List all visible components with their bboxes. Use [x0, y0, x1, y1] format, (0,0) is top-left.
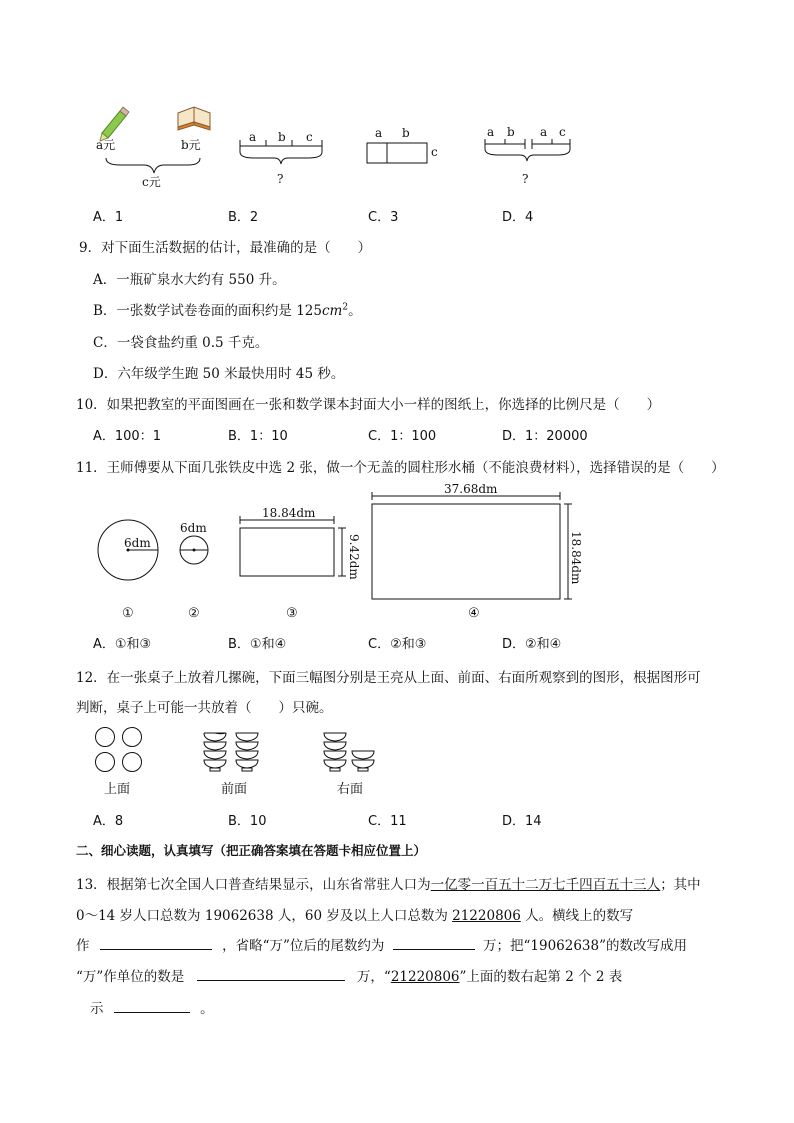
- q13-underlined-digits: 21220806: [452, 908, 521, 924]
- q9-option-b-sup: 2: [342, 302, 349, 313]
- seg2-question: ?: [277, 172, 284, 186]
- top-view-label: 上面: [104, 782, 131, 797]
- bowl-views: [90, 722, 420, 782]
- book-icon: [178, 107, 210, 130]
- q11-figures: [90, 480, 590, 610]
- q8-option-b[interactable]: B．2: [228, 210, 259, 225]
- q9-option-a[interactable]: A．一瓶矿泉水大约有 550 升。: [93, 272, 286, 288]
- answer-blank-2[interactable]: [393, 935, 475, 950]
- rectangle-diagram: [364, 140, 434, 166]
- q13-l2-end: 人。横线上的数写: [520, 908, 634, 924]
- small-circle-label: 6dm: [180, 521, 207, 535]
- fig-number-3: ③: [286, 606, 298, 621]
- q10-option-d[interactable]: D．1：20000: [502, 429, 588, 444]
- q13-l4-underlined: 21220806: [390, 969, 460, 985]
- rect4-height-label: 18.84dm: [569, 531, 583, 585]
- q13-l4-a: “万”作单位的数是: [76, 969, 185, 985]
- front-view-label: 前面: [221, 782, 248, 797]
- q9-option-b-text: B．一张数学试卷卷面的面积约是 125: [93, 303, 322, 319]
- rect-label-b: b: [402, 126, 410, 140]
- q12-option-a[interactable]: A．8: [93, 814, 124, 829]
- section-heading: 二、细心读题，认真填写（把正确答案填在答题卡相应位置上）: [76, 843, 427, 858]
- q9-option-d[interactable]: D．六年级学生跑 50 米最快用时 45 秒。: [93, 366, 345, 382]
- q11-stem: 11．王师傅要从下面几张铁皮中选 2 张，做一个无盖的圆柱形水桶（不能浪费材料），选择错误的是（ ）: [76, 460, 725, 476]
- seg2-label-c: c: [306, 130, 313, 144]
- fig-number-4: ④: [468, 606, 480, 621]
- rect4-width-label: 37.68dm: [444, 482, 498, 496]
- answer-blank-4[interactable]: [114, 998, 190, 1013]
- seg2-label-a: a: [249, 130, 257, 144]
- q13-line5: [90, 997, 214, 1017]
- q13-l4-b: 万，“: [356, 969, 391, 985]
- q13-l3-a: 作: [76, 938, 90, 954]
- right-view-label: 右面: [337, 782, 364, 797]
- q11-option-c[interactable]: C．②和③: [368, 637, 427, 652]
- pencil-price-label: a元: [96, 138, 116, 152]
- q10-option-b[interactable]: B．1：10: [228, 429, 288, 444]
- q9-option-b[interactable]: [93, 299, 362, 319]
- fig-number-2: ②: [188, 606, 200, 621]
- q10-option-a[interactable]: A．100：1: [93, 429, 161, 444]
- fig-number-1: ①: [122, 606, 134, 621]
- q9-option-b-end: 。: [348, 303, 362, 319]
- seg4-question: ?: [522, 172, 529, 186]
- q12-stem-line2: 判断，桌子上可能一共放着（ ）只碗。: [76, 700, 333, 716]
- q13-l3-c: 万；把“19062638”的数改写成用: [483, 938, 688, 954]
- q10-option-c[interactable]: C．1：100: [368, 429, 437, 444]
- q12-option-c[interactable]: C．11: [368, 814, 407, 829]
- rect-label-c: c: [431, 145, 438, 159]
- q8-option-a[interactable]: A．1: [93, 210, 124, 225]
- q9-option-b-unit: cm: [321, 303, 343, 319]
- rect3-width-label: 18.84dm: [262, 506, 316, 520]
- total-price-label: c元: [142, 175, 161, 189]
- q13-l5-a: 示: [90, 1001, 104, 1017]
- big-circle-label: 6dm: [124, 536, 151, 550]
- q10-stem: 10．如果把教室的平面图画在一张和数学课本封面大小一样的图纸上，你选择的比例尺是（ ）: [76, 397, 661, 413]
- q12-option-d[interactable]: D．14: [502, 814, 542, 829]
- answer-blank-1[interactable]: [100, 935, 212, 950]
- q11-option-d[interactable]: D．②和④: [502, 637, 562, 652]
- q11-option-a[interactable]: A．①和③: [93, 637, 152, 652]
- seg4-label-b: b: [507, 125, 515, 139]
- answer-blank-3[interactable]: [197, 966, 345, 981]
- q13-line4: [76, 965, 622, 985]
- q8-option-d[interactable]: D．4: [502, 210, 534, 225]
- q13-line1: [76, 873, 701, 893]
- q9-option-c[interactable]: C．一袋食盐约重 0.5 千克。: [93, 335, 269, 351]
- q11-option-b[interactable]: B．①和④: [228, 637, 287, 652]
- q13-l3-b: ，省略“万”位后的尾数约为: [222, 938, 385, 954]
- q13-underlined-number: 一亿零一百五十二万七千四百五十三人: [430, 877, 661, 893]
- book-price-label: b元: [181, 138, 201, 152]
- q13-line3: [76, 934, 687, 954]
- q13-l1-text: 13．根据第七次全国人口普查结果显示，山东省常驻人口为: [76, 877, 431, 893]
- q8-option-c[interactable]: C．3: [368, 210, 399, 225]
- q13-l4-c: ”上面的数右起第 2 个 2 表: [459, 969, 623, 985]
- right-view: [324, 733, 374, 771]
- seg4-label-c: c: [559, 125, 566, 139]
- q12-option-b[interactable]: B．10: [228, 814, 267, 829]
- q13-l5-b: 。: [200, 1001, 214, 1017]
- q12-stem-line1: 12．在一张桌子上放着几摞碗，下面三幅图分别是王亮从上面、前面、右面所观察到的图形，根据图形可: [76, 670, 701, 686]
- q13-line2: [76, 904, 633, 924]
- q13-l1-end: ；其中: [660, 877, 701, 893]
- q9-stem: 9．对下面生活数据的估计，最准确的是（ ）: [79, 240, 372, 256]
- rect3-height-label: 9.42dm: [347, 534, 361, 580]
- q13-l2-text: 0～14 岁人口总数为 19062638 人，60 岁及以上人口总数为: [76, 908, 453, 924]
- rect-label-a: a: [375, 126, 383, 140]
- seg4-label-a2: a: [540, 125, 548, 139]
- seg4-label-a1: a: [487, 125, 495, 139]
- top-view: [96, 728, 142, 772]
- front-view: [204, 733, 258, 771]
- seg2-label-b: b: [278, 130, 286, 144]
